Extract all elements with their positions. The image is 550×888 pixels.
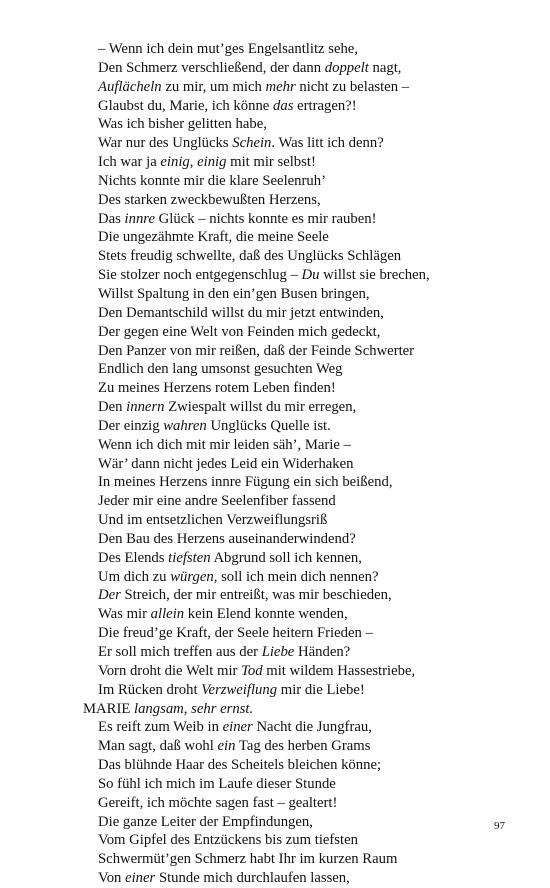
line-text: Wenn ich dich mit mir leiden säh’, Marie – — [98, 436, 351, 453]
verse-line — [80, 59, 520, 78]
verse-line — [80, 586, 520, 605]
line-text: Schwermüt’gen Schmerz habt Ihr im kurzen Raum — [98, 851, 398, 868]
line-text: ertragen?! — [293, 97, 357, 114]
italic-text: innern — [126, 399, 165, 416]
line-text: nicht zu belasten – — [295, 78, 410, 95]
verse-line — [80, 228, 520, 247]
line-text: Er soll mich treffen aus der — [98, 644, 262, 660]
line-text: Den Panzer von mir reißen, daß der Feinde Schwerter — [98, 342, 415, 359]
verse-line — [80, 134, 520, 153]
verse-line — [80, 304, 520, 323]
line-text: Was mir — [98, 606, 151, 623]
line-text: Streich, der mir entreißt, was mir beschieden, — [120, 587, 392, 604]
line-text: Den Bau des Herzens auseinanderwindend? — [98, 530, 356, 547]
line-text: mir die Liebe! — [277, 681, 365, 698]
verse-line — [80, 323, 520, 342]
line-text: Unglücks Quelle ist. — [206, 417, 331, 434]
italic-text: das — [273, 97, 294, 114]
italic-text: Schein — [232, 135, 272, 152]
verse-line — [80, 794, 520, 813]
verse-line — [80, 568, 520, 587]
line-text: willst sie brechen, — [319, 267, 430, 284]
line-text: Des starken zweckbewußten Herzens, — [98, 191, 321, 208]
line-text: Die freud’ge Kraft, der Seele heitern Frieden – — [98, 625, 373, 642]
italic-text: Auflächeln — [98, 78, 162, 95]
line-text: Willst Spaltung in den ein’gen Busen bringen, — [98, 285, 370, 302]
line-text: Die ungezähmte Kraft, die meine Seele — [98, 229, 329, 246]
line-text: . Was litt ich denn? — [271, 135, 384, 152]
speaker-line — [80, 700, 520, 719]
verse-line — [80, 172, 520, 191]
line-text: Man sagt, daß wohl — [98, 738, 218, 755]
line-text: Vorn droht die Welt mir — [98, 662, 242, 679]
line-text: Glück – nichts konnte es mir rauben! — [154, 210, 377, 227]
verse-line — [80, 473, 520, 492]
line-text: kein Elend konnte wenden, — [184, 606, 348, 623]
verse-line — [80, 78, 520, 97]
line-text: Ich war ja — [98, 154, 161, 171]
line-text: Den Demantschild willst du mir jetzt entwinden, — [98, 304, 384, 321]
verse-line — [80, 813, 520, 832]
italic-text: langsam, sehr ernst. — [134, 700, 254, 717]
verse-line — [80, 115, 520, 134]
verse-line — [80, 436, 520, 455]
line-text: Was ich bisher gelitten habe, — [98, 116, 267, 133]
poem-text — [80, 40, 520, 888]
line-text: nagt, — [368, 59, 402, 76]
verse-line — [80, 492, 520, 511]
verse-line — [80, 718, 520, 737]
italic-text: mehr — [265, 78, 296, 95]
verse-line — [80, 285, 520, 304]
italic-text: Der — [98, 587, 121, 604]
line-text: Nacht die Jungfrau, — [252, 719, 372, 736]
verse-line — [80, 624, 520, 643]
italic-text: wahren — [163, 417, 207, 434]
italic-text: würgen, — [170, 568, 218, 585]
italic-text: allein — [150, 606, 185, 623]
verse-line — [80, 850, 520, 869]
verse-line — [80, 247, 520, 266]
italic-text: ein — [217, 738, 236, 755]
line-text: Um dich zu — [98, 568, 171, 585]
verse-line — [80, 191, 520, 210]
italic-text: innre — [124, 210, 155, 227]
verse-line — [80, 210, 520, 229]
line-text: Händen? — [294, 644, 351, 660]
italic-text: Tod — [241, 662, 263, 679]
verse-line — [80, 153, 520, 172]
line-text: Wär’ dann nicht jedes Leid ein Widerhaken — [98, 455, 354, 472]
italic-text: einer — [125, 870, 156, 887]
line-text: MARIE — [83, 700, 134, 717]
line-text: Stunde mich durchlaufen lassen, — [155, 870, 350, 887]
verse-line — [80, 869, 520, 888]
verse-line — [80, 775, 520, 794]
line-text: Der einzig — [98, 417, 164, 434]
verse-line — [80, 398, 520, 417]
line-text: Vom Gipfel des Entzückens bis zum tiefsten — [98, 832, 358, 849]
line-text: In meines Herzens innre Fügung ein sich beißend, — [98, 474, 393, 491]
verse-line — [80, 831, 520, 850]
line-text: Endlich den lang umsonst gesuchten Weg — [98, 361, 343, 378]
line-text: Glaubst du, Marie, ich könne — [98, 97, 273, 114]
line-text: Von — [98, 870, 126, 887]
italic-text: Verzweiflung — [201, 681, 278, 698]
verse-line — [80, 360, 520, 379]
line-text: Das — [98, 210, 125, 227]
line-text: Und im entsetzlichen Verzweiflungsriß — [98, 512, 328, 529]
line-text: Der gegen eine Welt von Feinden mich gedeckt, — [98, 323, 381, 340]
verse-line — [80, 379, 520, 398]
italic-text: einig, einig — [160, 154, 227, 171]
line-text: Die ganze Leiter der Empfindungen, — [98, 813, 313, 830]
line-text: Des Elends — [98, 549, 169, 566]
verse-line — [80, 417, 520, 436]
line-text: So fühl ich mich im Laufe dieser Stunde — [98, 775, 336, 792]
italic-text: Liebe — [261, 644, 295, 660]
italic-text: tiefsten — [168, 549, 211, 566]
verse-line — [80, 511, 520, 530]
verse-line — [80, 342, 520, 361]
verse-line — [80, 549, 520, 568]
italic-text: einer — [222, 719, 253, 736]
line-text: Den Schmerz verschließend, der dann — [98, 59, 325, 76]
verse-line — [80, 643, 520, 662]
verse-line — [80, 756, 520, 775]
line-text: Tag des herben Grams — [235, 738, 371, 755]
line-text: Zu meines Herzens rotem Leben finden! — [98, 380, 336, 397]
line-text: Jeder mir eine andre Seelenfiber fassend — [98, 493, 336, 510]
verse-line — [80, 737, 520, 756]
line-text: mit wildem Hassestriebe, — [262, 662, 416, 679]
italic-text: doppelt — [324, 59, 369, 76]
line-text: soll ich mein dich nennen? — [217, 568, 379, 585]
italic-text: Du — [301, 267, 320, 284]
line-text: mit mir selbst! — [226, 154, 316, 171]
verse-line — [80, 662, 520, 681]
verse-line — [80, 530, 520, 549]
line-text: Nichts konnte mir die klare Seelenruh’ — [98, 172, 326, 189]
verse-line — [80, 266, 520, 285]
verse-line — [80, 605, 520, 624]
line-text: Zwiespalt willst du mir erregen, — [164, 399, 357, 416]
line-text: Es reift zum Weib in — [98, 719, 223, 736]
line-text: War nur des Unglücks — [98, 135, 233, 152]
line-text: Gereift, ich möchte sagen fast – gealtert! — [98, 794, 338, 811]
line-text: Abgrund soll ich kennen, — [210, 549, 362, 566]
line-text: Stets freudig schwellte, daß des Unglücks Schlägen — [98, 248, 402, 265]
line-text: – Wenn ich dein mut’ges Engelsantlitz sehe, — [98, 41, 358, 57]
line-text: Das blühnde Haar des Scheitels bleichen könne; — [98, 757, 382, 774]
page-number: 97 — [494, 820, 505, 832]
line-text: Den — [98, 399, 127, 416]
line-text: Sie stolzer noch entgegenschlug – — [98, 267, 302, 284]
verse-line — [80, 40, 520, 59]
verse-line — [80, 681, 520, 700]
verse-line — [80, 455, 520, 474]
line-text: Im Rücken droht — [98, 681, 202, 698]
line-text: zu mir, um mich — [161, 78, 266, 95]
verse-line — [80, 97, 520, 116]
